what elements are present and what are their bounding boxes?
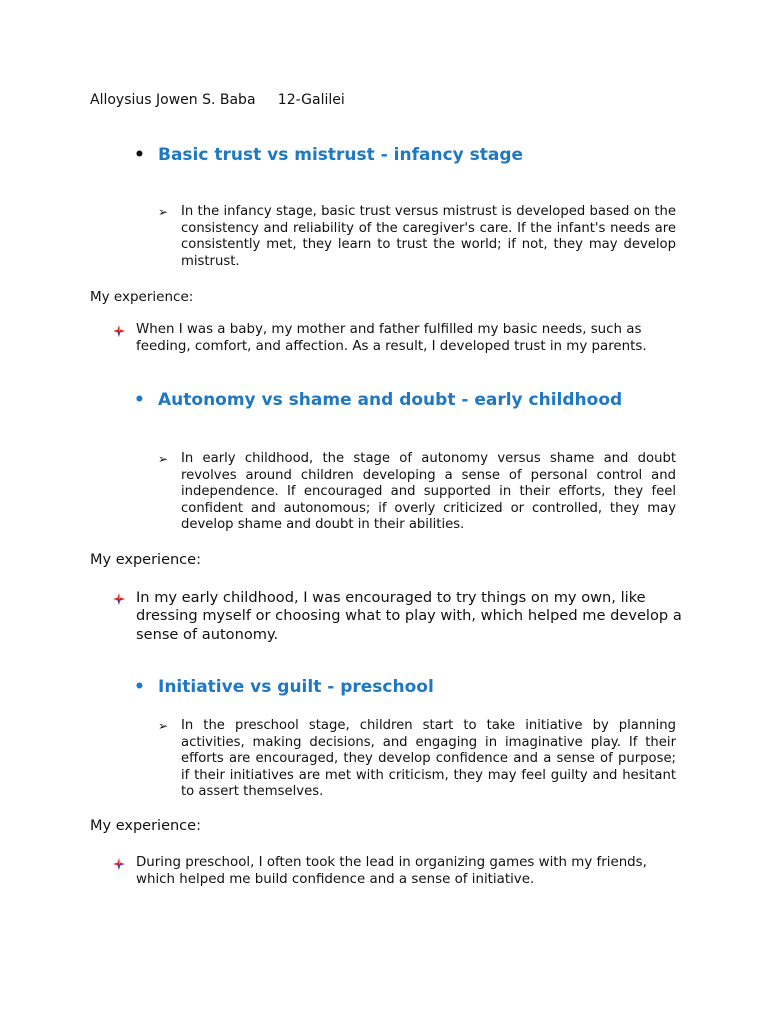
experience-item: [112, 589, 682, 644]
stage-description-text: In the infancy stage, basic trust versus mistrust is developed based on the consistency and reliability of the caregiver's care. If the infant's needs are consistently met, they learn to trust the world; if not, they may develop mistrust.: [181, 204, 676, 269]
stage-description: [158, 718, 676, 801]
bullet-dot-icon: •: [134, 677, 145, 697]
stage-heading: [134, 145, 523, 165]
arrowhead-bullet-icon: ➢: [158, 719, 169, 733]
four-point-star-icon: [112, 857, 126, 871]
experience-label: My experience:: [90, 818, 201, 834]
stage-description-text: In the preschool stage, children start to take initiative by planning activities, making decisions, and engaging in imaginative play. If their efforts are encouraged, they develop confidence and a sense of purpose; if their initiatives are met with criticism, they may feel guilty and hesitant to assert themselves.: [181, 718, 676, 800]
student-section: 12-Galilei: [277, 92, 345, 108]
experience-label: My experience:: [90, 289, 194, 305]
stage-description: [158, 451, 676, 534]
stage-title: Basic trust vs mistrust - infancy stage: [158, 145, 524, 165]
stage-heading: [134, 390, 622, 410]
experience-item: [112, 321, 682, 355]
stage-title: Autonomy vs shame and doubt - early childhood: [158, 390, 623, 410]
stage-description: [158, 204, 676, 270]
experience-item: [112, 854, 682, 888]
four-point-star-icon: [112, 324, 126, 338]
experience-label: My experience:: [90, 552, 201, 568]
document-header: [90, 92, 345, 108]
stage-title: Initiative vs guilt - preschool: [158, 677, 434, 697]
experience-text: When I was a baby, my mother and father fulfilled my basic needs, such as feeding, comfort, and affection. As a result, I developed trust in my parents.: [136, 322, 647, 354]
bullet-dot-icon: •: [134, 390, 145, 410]
arrowhead-bullet-icon: ➢: [158, 452, 169, 466]
bullet-dot-icon: •: [134, 145, 145, 165]
stage-heading: [134, 677, 434, 697]
four-point-star-icon: [112, 592, 126, 606]
arrowhead-bullet-icon: ➢: [158, 205, 169, 219]
student-name: Alloysius Jowen S. Baba: [90, 92, 256, 108]
experience-text: During preschool, I often took the lead in organizing games with my friends, which helped me build confidence and a sense of initiative.: [136, 855, 647, 887]
experience-text: In my early childhood, I was encouraged to try things on my own, like dressing myself or choosing what to play with, which helped me develop a sense of autonomy.: [136, 589, 682, 643]
stage-description-text: In early childhood, the stage of autonomy versus shame and doubt revolves around children developing a sense of personal control and independence. If encouraged and supported in their efforts, they feel confident and autonomous; if overly criticized or controlled, they may develop shame and doubt in their abilities.: [181, 451, 676, 533]
